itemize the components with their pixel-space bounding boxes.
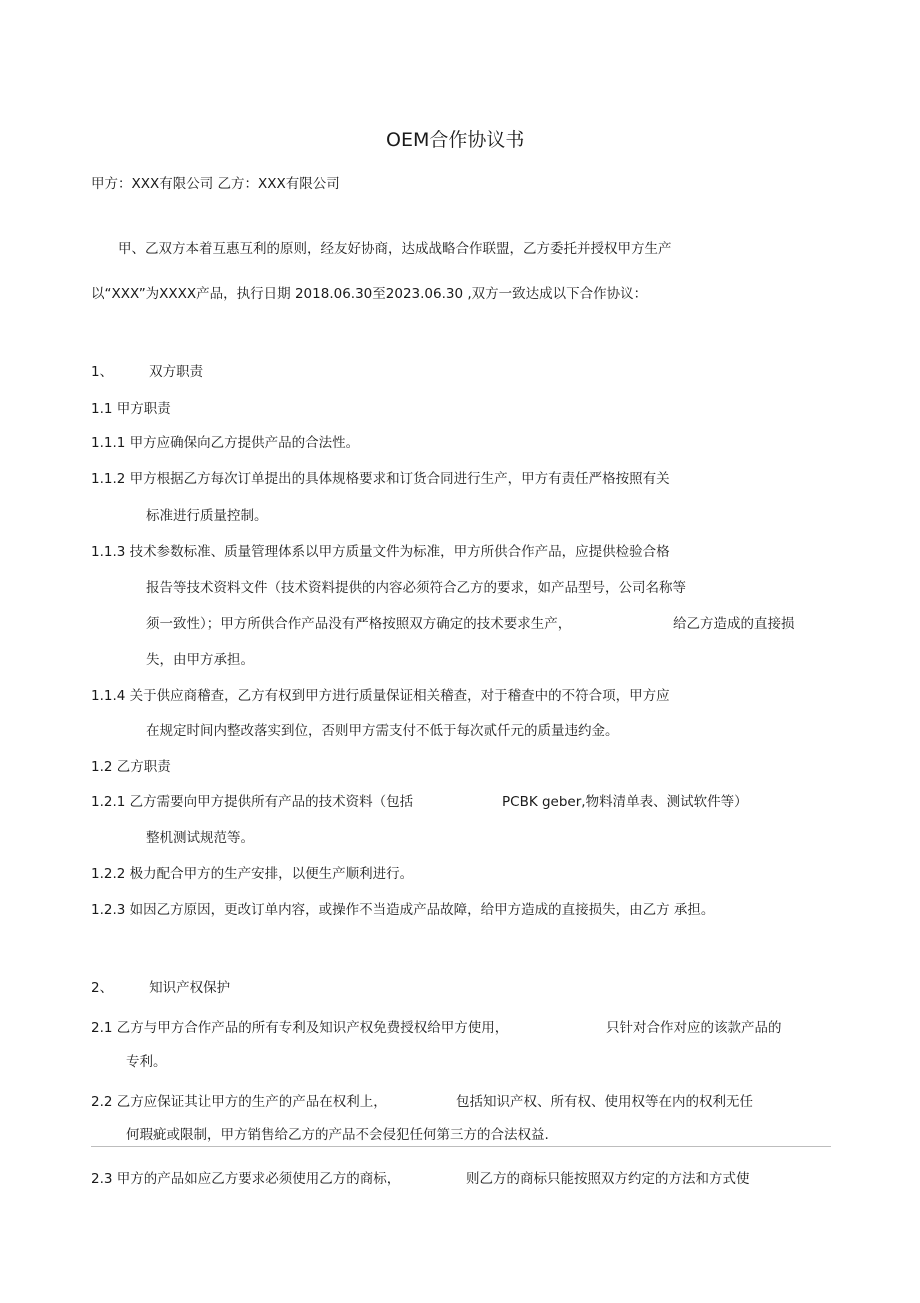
section-2-title: 知识产权保护	[149, 980, 231, 996]
clause-1-2-1-line-1b: PCBK geber,物料清单表、测试软件等）	[502, 794, 748, 810]
horizontal-divider	[91, 1146, 831, 1147]
document-title: OEM合作协议书	[386, 129, 525, 151]
clause-1-1-1: 1.1.1 甲方应确保向乙方提供产品的合法性。	[91, 435, 360, 451]
clause-2-2-line-1a: 2.2 乙方应保证其让甲方的生产的产品在权利上，	[91, 1094, 387, 1110]
clause-1-2-1-line-2: 整机测试规范等。	[146, 830, 254, 846]
clause-1-1-3-line-3a: 须一致性）；甲方所供合作产品没有严格按照双方确定的技术要求生产，	[146, 616, 572, 632]
clause-2-1-line-1a: 2.1 乙方与甲方合作产品的所有专利及知识产权免费授权给甲方使用，	[91, 1020, 509, 1036]
clause-1-1-3-line-2: 报告等技术资料文件（技术资料提供的内容必须符合乙方的要求，如产品型号，公司名称等	[146, 580, 686, 596]
section-1-heading	[91, 363, 203, 381]
parties-line: 甲方：XXX有限公司 乙方：XXX有限公司	[91, 176, 340, 192]
clause-2-1-line-2: 专利。	[126, 1054, 167, 1070]
clause-1-1-2-line-1: 1.1.2 甲方根据乙方每次订单提出的具体规格要求和订货合同进行生产，甲方有责任严格按照有关	[91, 471, 670, 487]
clause-1-1-3-line-1: 1.1.3 技术参数标准、质量管理体系以甲方质量文件为标准，甲方所供合作产品，应提供检验合格	[91, 544, 670, 560]
clause-1-1-2-line-2: 标准进行质量控制。	[146, 508, 268, 524]
clause-1-2-heading: 1.2 乙方职责	[91, 759, 171, 775]
clause-1-1-4-line-1: 1.1.4 关于供应商稽查，乙方有权到甲方进行质量保证相关稽查，对于稽查中的不符合项，甲方应	[91, 688, 670, 704]
clause-1-2-3: 1.2.3 如因乙方原因，更改订单内容，或操作不当造成产品故障，给甲方造成的直接损失，由乙方 承担。	[91, 902, 715, 918]
clause-1-2-2: 1.2.2 极力配合甲方的生产安排，以便生产顺利进行。	[91, 866, 414, 882]
section-2-heading	[91, 979, 230, 997]
clause-1-1-3-line-3b: 给乙方造成的直接损	[673, 616, 795, 632]
clause-1-1-4-line-2: 在规定时间内整改落实到位，否则甲方需支付不低于每次贰仟元的质量违约金。	[146, 723, 619, 739]
section-1-number: 1、	[91, 364, 114, 380]
clause-2-3-line-1b: 则乙方的商标只能按照双方约定的方法和方式使	[466, 1171, 750, 1187]
clause-2-2-line-1b: 包括知识产权、所有权、使用权等在内的权利无任	[456, 1094, 753, 1110]
clause-1-1-3-line-4: 失，由甲方承担。	[146, 652, 254, 668]
clause-2-1-line-1b: 只针对合作对应的该款产品的	[606, 1020, 782, 1036]
section-2-number: 2、	[91, 980, 114, 996]
clause-2-2-line-2: 何瑕疵或限制，甲方销售给乙方的产品不会侵犯任何第三方的合法权益.	[126, 1127, 549, 1143]
clause-1-1-heading: 1.1 甲方职责	[91, 401, 171, 417]
intro-line-1: 甲、乙双方本着互惠互利的原则，经友好协商，达成战略合作联盟，乙方委托并授权甲方生产	[118, 241, 672, 257]
clause-2-3-line-1a: 2.3 甲方的产品如应乙方要求必须使用乙方的商标，	[91, 1171, 401, 1187]
clause-1-2-1-line-1a: 1.2.1 乙方需要向甲方提供所有产品的技术资料（包括	[91, 794, 414, 810]
intro-line-2: 以“XXX”为XXXX产品，执行日期 2018.06.30至2023.06.30 ,双方一致达成以下合作协议：	[91, 286, 648, 302]
section-1-title: 双方职责	[149, 364, 204, 380]
